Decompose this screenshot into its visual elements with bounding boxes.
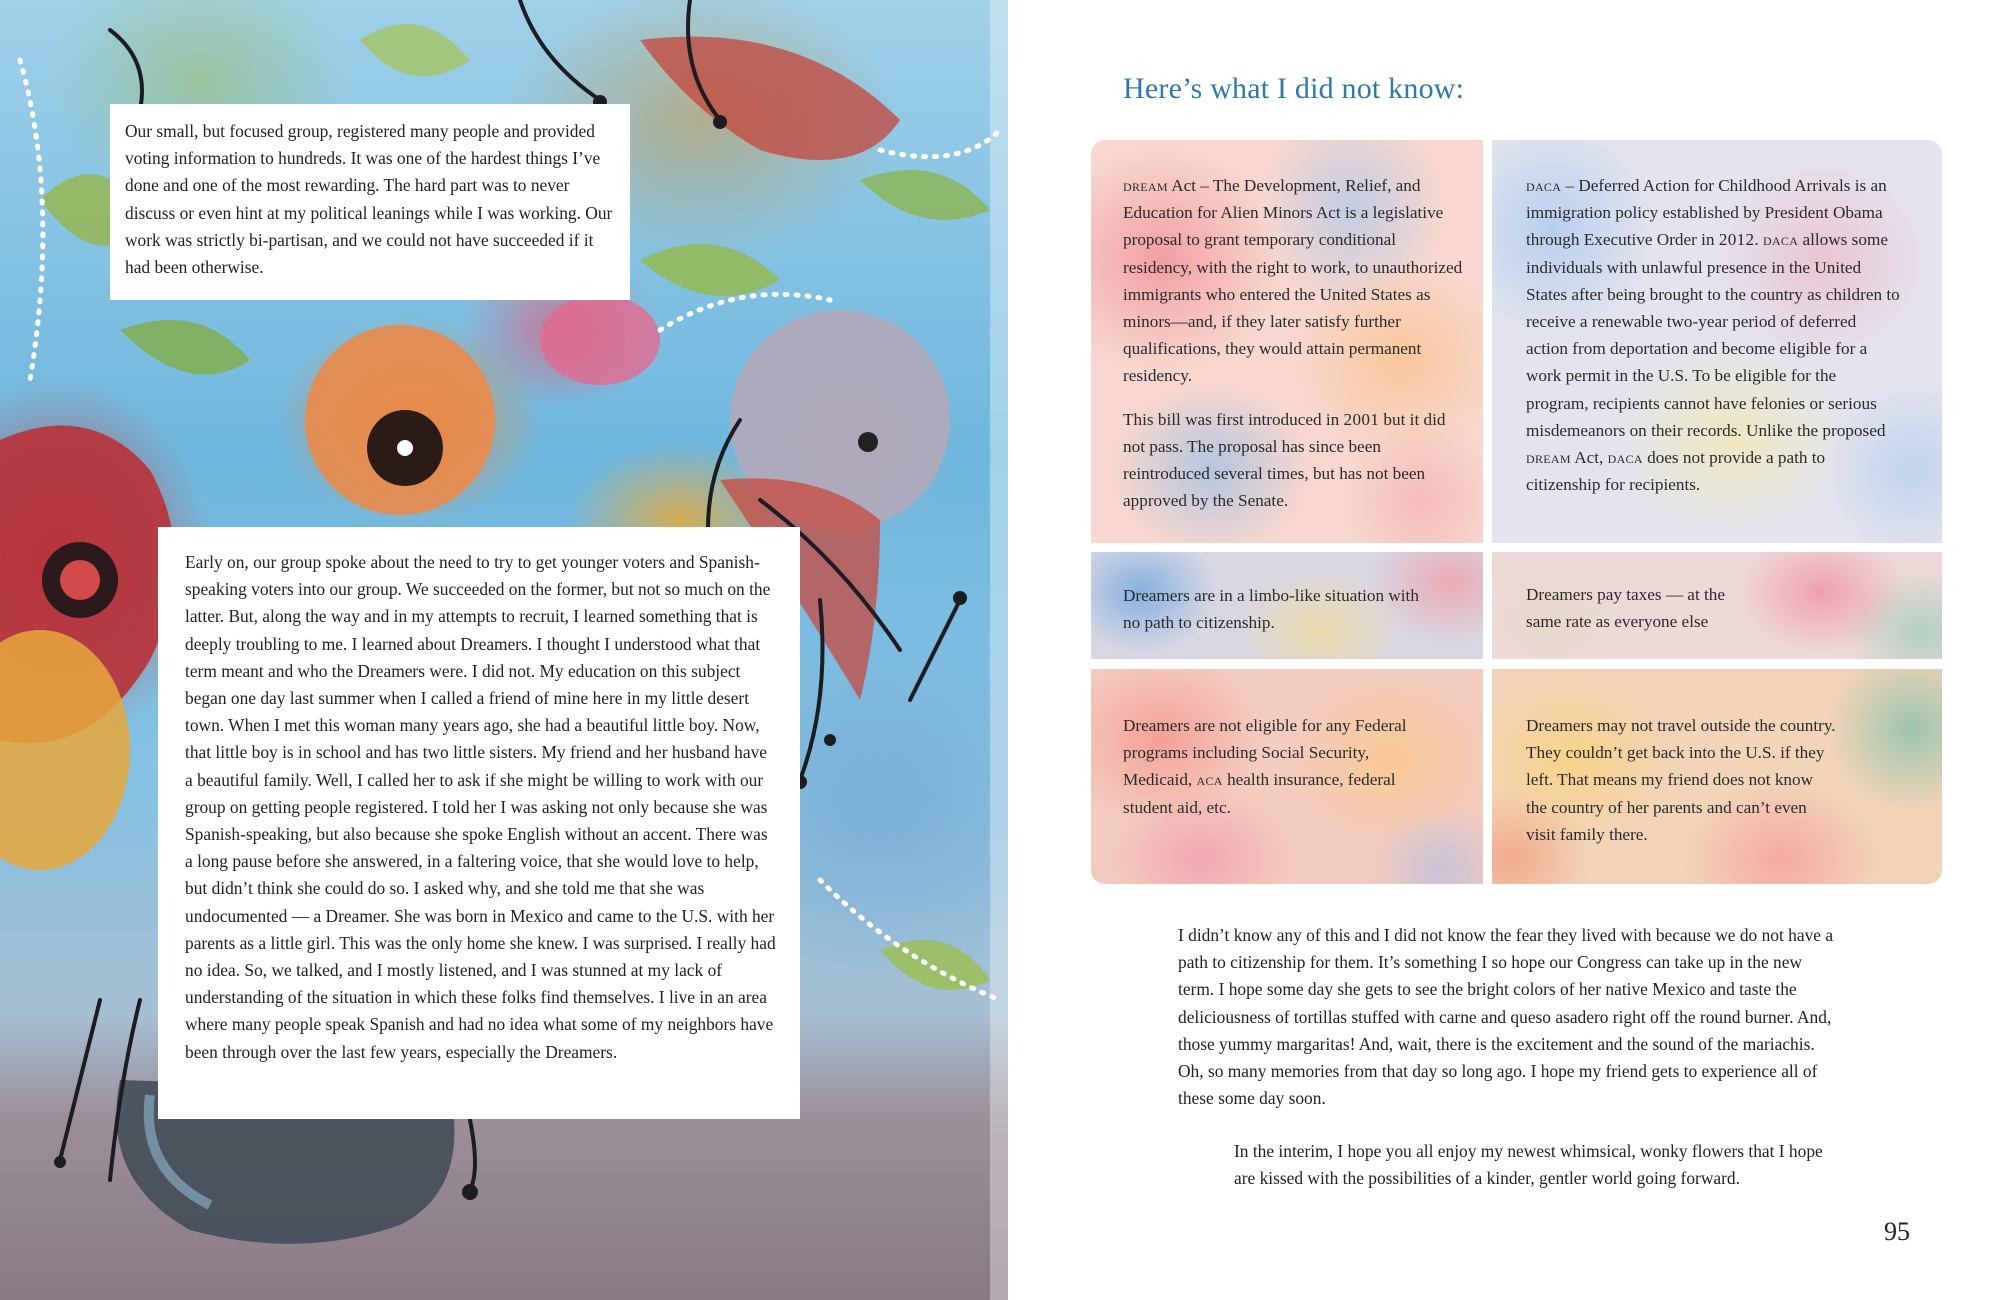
travel-fact: Dreamers may not travel outside the country. They couldn’t get back into the U.S. if they left. That means my friend does not know the country of her parents and can’t even visit family there. [1526,716,1836,844]
story-paragraph: Early on, our group spoke about the need to try to get younger voters and Spanish-speaking voters into our group. We succeeded on the former, but not so much on the latter. But, along the way and in my attempts to recruit, I learned something that is deeply troubling to me. I learned about Dreamers. I thought I understood what that term meant and who the Dreamers were. I did not. My education on this subject began one day last summer when I called a friend of mine here in my little desert town. When I met this woman many years ago, she had a beautiful little boy. Now, that little boy is in school and has two little sisters. My friend and her husband have a beautiful family. Well, I called her to ask if she might be willing to work with our group on getting people registered. I told her I was asking not only because she was Spanish-speaking, but also because she spoke English without an accent. There was a long pause before she answered, in a faltering voice, that she would love to help, but didn’t think she could do so. I asked why, and she told me that she was undocumented — a Dreamer. She was born in Mexico and came to the U.S. with her parents as a little girl. This was the only home she knew. I was surprised. I really had no idea. So, we talked, and I mostly listened, and I was stunned at my lack of understanding of the situation in which these folks find themselves. I live in an area where many people speak Spanish and had no idea what some of my neighbors have been through over the last few years, especially the Dreamers. [185,552,776,1062]
limbo-card [1091,552,1483,659]
dream-term: dream [1123,176,1168,195]
daca-card [1492,140,1942,543]
intro-text-box [110,104,630,300]
page-number: 95 [1884,1217,1910,1246]
federal-programs-fact: Dreamers are not eligible for any Federal programs including Social Security, Medicaid, aca health insurance, federal student aid, etc. [1123,716,1407,817]
limbo-fact: Dreamers are in a limbo-like situation with no path to citizenship. [1123,586,1419,633]
dream-act-card [1091,140,1483,543]
travel-card [1492,669,1942,884]
taxes-fact: Dreamers pay taxes — at the same rate as everyone else [1526,585,1726,632]
dream-act-definition: dream Act – The Development, Relief, and Education for Alien Minors Act is a legislative proposal to grant temporary conditional residency, with the right to work, to unauthorized immigrants who entered the United States as minors—and, if they later satisfy further qualifications, they would attain permanent residency. [1123,176,1463,386]
taxes-card [1492,552,1942,659]
intro-paragraph: Our small, but focused group, registered many people and provided voting information to hundreds. It was one of the hardest things I’ve done and one of the most rewarding. The hard part was to never discuss or even hint at my political leanings while I was working. Our work was strictly bi-partisan, and we could not have succeeded if it had been otherwise. [125,121,613,278]
final-wish-paragraph: In the interim, I hope you all enjoy my newest whimsical, wonky flowers that I hope are kissed with the possibilities of a kinder, gentler world going forward. [1234,1141,1823,1189]
closing-paragraph: I didn’t know any of this and I did not know the fear they lived with because we do not have a path to citizenship for them. It’s something I so hope our Congress can take up in the new term. I hope some day she gets to see the bright colors of her native Mexico and taste the deliciousness of tortillas stuffed with carne and queso asadero right off the round burner. And, those yummy margaritas! And, wait, there is the excitement and the sound of the mariachis. Oh, so many memories from that day so long ago. I hope my friend gets to experience all of these some day soon. [1178,925,1834,1109]
story-text-box [158,527,800,1119]
federal-programs-card [1091,669,1483,884]
daca-definition: daca – Deferred Action for Childhood Arrivals is an immigration policy established by President Obama through Executive Order in 2012. daca allows some individuals with unlawful presence in the United States after being brought to the country as children to receive a renewable two-year period of deferred action from deportation and become eligible for a work permit in the U.S. To be eligible for the program, recipients cannot have felonies or serious misdemeanors on their records. Unlike the proposed dream Act, daca does not provide a path to citizenship for recipients. [1526,176,1900,495]
dream-act-history: This bill was first introduced in 2001 but it did not pass. The proposal has since been reintroduced several times, but has not been approved by the Senate. [1123,409,1446,511]
section-heading: Here’s what I did not know: [1123,72,1465,105]
